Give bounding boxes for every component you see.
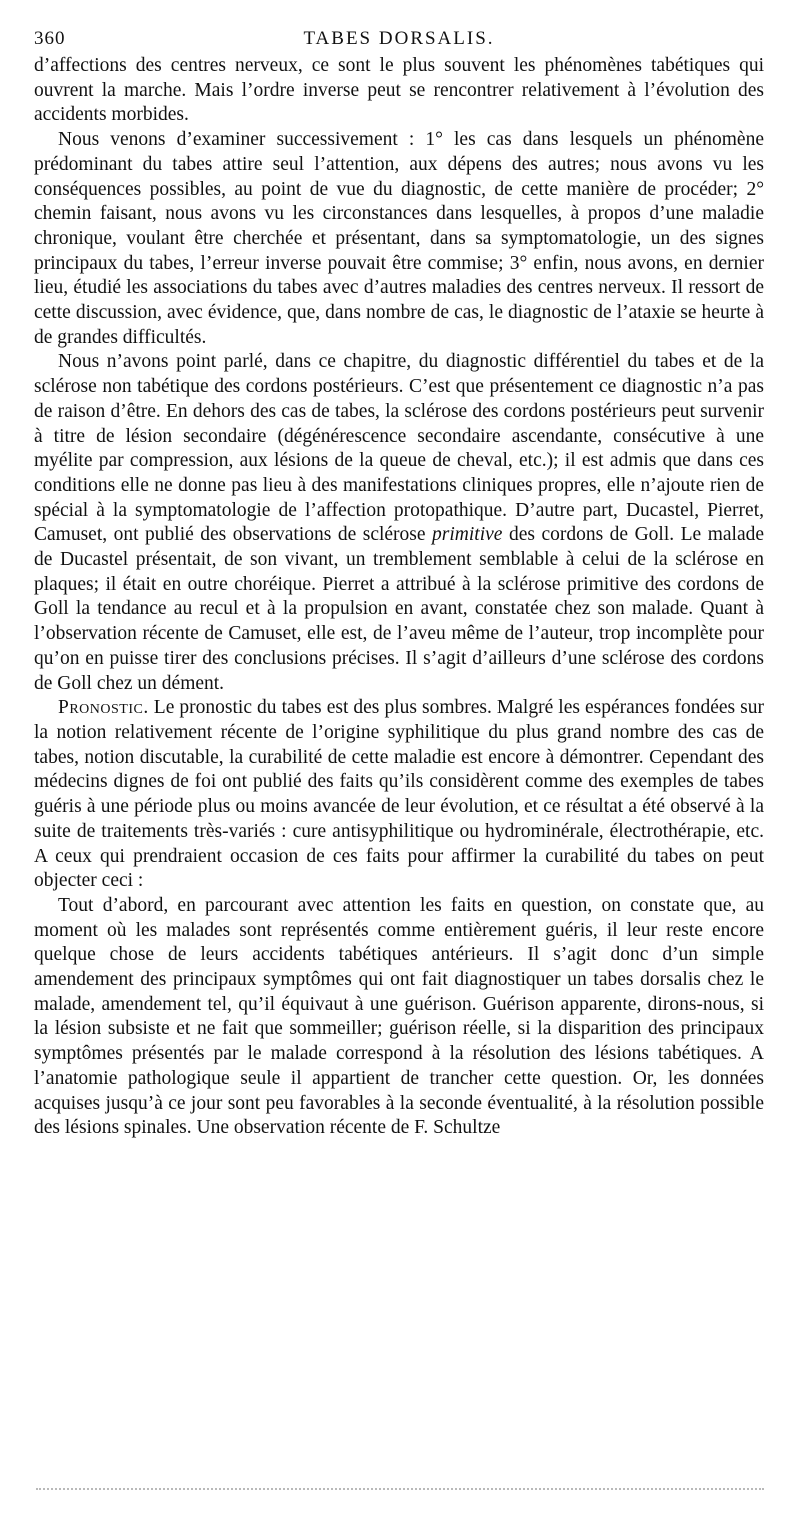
paragraph-text-after-emphasis: des cordons de Goll. Le malade de Ducastel présentait, de son vivant, un tremblement semblable à celui de la sclérose en plaques; il était en outre choréique. Pierret a attribué à la sclérose primitive des cordons de Goll la tendance au recul et à la propulsion en avant, constatée chez son malade. Quant à l’observation récente de Camuset, elle est, de l’aveu même de l’auteur, trop incomplète pour qu’on en puisse tirer des conclusions précises. Il s’agit d’ailleurs d’une sclérose des cordons de Goll chez un dément. <box>34 524 764 694</box>
section-heading: Pronostic. <box>58 697 149 719</box>
footer-dotted-rule <box>36 1488 764 1490</box>
page-header <box>34 28 764 54</box>
emphasized-word: primitive <box>432 524 503 546</box>
paragraph-prognosis-text: Le pronostic du tabes est des plus sombres. Malgré les espérances fondées sur la notion relativement récente de l’origine syphilitique du plus grand nombre des cas de tabes, notion discutable, la curabilité de cette maladie est encore à démontrer. Cependant des médecins dignes de foi ont publié des faits qu’ils considèrent comme des exemples de tabes guéris à une période plus ou moins avancée de leur évolution, et ce résultat a été observé à la suite de traitements très-variés : cure antisyphilitique ou hydrominérale, électrothérapie, etc. A ceux qui prendraient occasion de ces faits pour affirmer la curabilité du tabes on peut objecter ceci : <box>34 697 765 892</box>
page-number: 360 <box>34 28 66 49</box>
paragraph-prognosis <box>34 696 764 894</box>
paragraph-differential-diagnosis <box>34 350 764 696</box>
paragraph-continuation: d’affections des centres nerveux, ce sont le plus souvent les phénomènes tabétiques qui ouvrent la marche. Mais l’ordre inverse peut se rencontrer relativement à l’évolution des accidents morbides. <box>34 55 764 126</box>
running-title: TABES DORSALIS. <box>303 28 495 49</box>
paragraph-summary: Nous venons d’examiner successivement : 1° les cas dans lesquels un phénomène prédominant du tabes attire seul l’attention, aux dépens des autres; nous avons vu les conséquences possibles, au point de vue du diagnostic, de cette manière de procéder; 2° chemin faisant, nous avons vu les circonstances dans lesquelles, à propos d’une maladie chronique, voulant être cherchée et présentant, dans sa symptomatologie, un des signes principaux du tabes, l’erreur inverse pouvait être commise; 3° enfin, nous avons, en dernier lieu, étudié les associations du tabes avec d’autres maladies des centres nerveux. Il ressort de cette discussion, avec évidence, que, dans nombre de cas, le diagnostic de l’ataxie se heurte à de grandes difficultés. <box>34 129 764 348</box>
paragraph-cure-discussion: Tout d’abord, en parcourant avec attention les faits en question, on constate que, au moment où les malades sont représentés comme entièrement guéris, il leur reste encore quelque chose de leurs accidents tabétiques antérieurs. Il s’agit donc d’un simple amendement des principaux symptômes qui ont fait diagnostiquer un tabes dorsalis chez le malade, amendement tel, qu’il équivaut à une guérison. Guérison apparente, dirons-nous, si la lésion subsiste et ne fait que sommeiller; guérison réelle, si la disparition des principaux symptômes présentés par le malade correspond à la résolution des lésions tabétiques. A l’anatomie pathologique seule il appartient de trancher cette question. Or, les données acquises jusqu’à ce jour sont peu favorables à la seconde éventualité, à la résolution possible des lésions spinales. Une observation récente de F. Schultze <box>34 894 764 1139</box>
paragraph-text-before-emphasis: Nous n’avons point parlé, dans ce chapitre, du diagnostic différentiel du tabes et de la sclérose non tabétique des cordons postérieurs. C’est que présentement ce diagnostic n’a pas de raison d’être. En dehors des cas de tabes, la sclérose des cordons postérieurs peut survenir à titre de lésion secondaire (dégénérescence secondaire ascendante, consécutive à une myélite par compression, aux lésions de la queue de cheval, etc.); il est admis que dans ces conditions elle ne donne pas lieu à des manifestations cliniques propres, elle n’ajoute rien de spécial à la symptomatologie de l’affection protopathique. D’autre part, Ducastel, Pierret, Camuset, ont publié des observations de sclérose <box>34 351 764 546</box>
page-content <box>34 28 764 1141</box>
